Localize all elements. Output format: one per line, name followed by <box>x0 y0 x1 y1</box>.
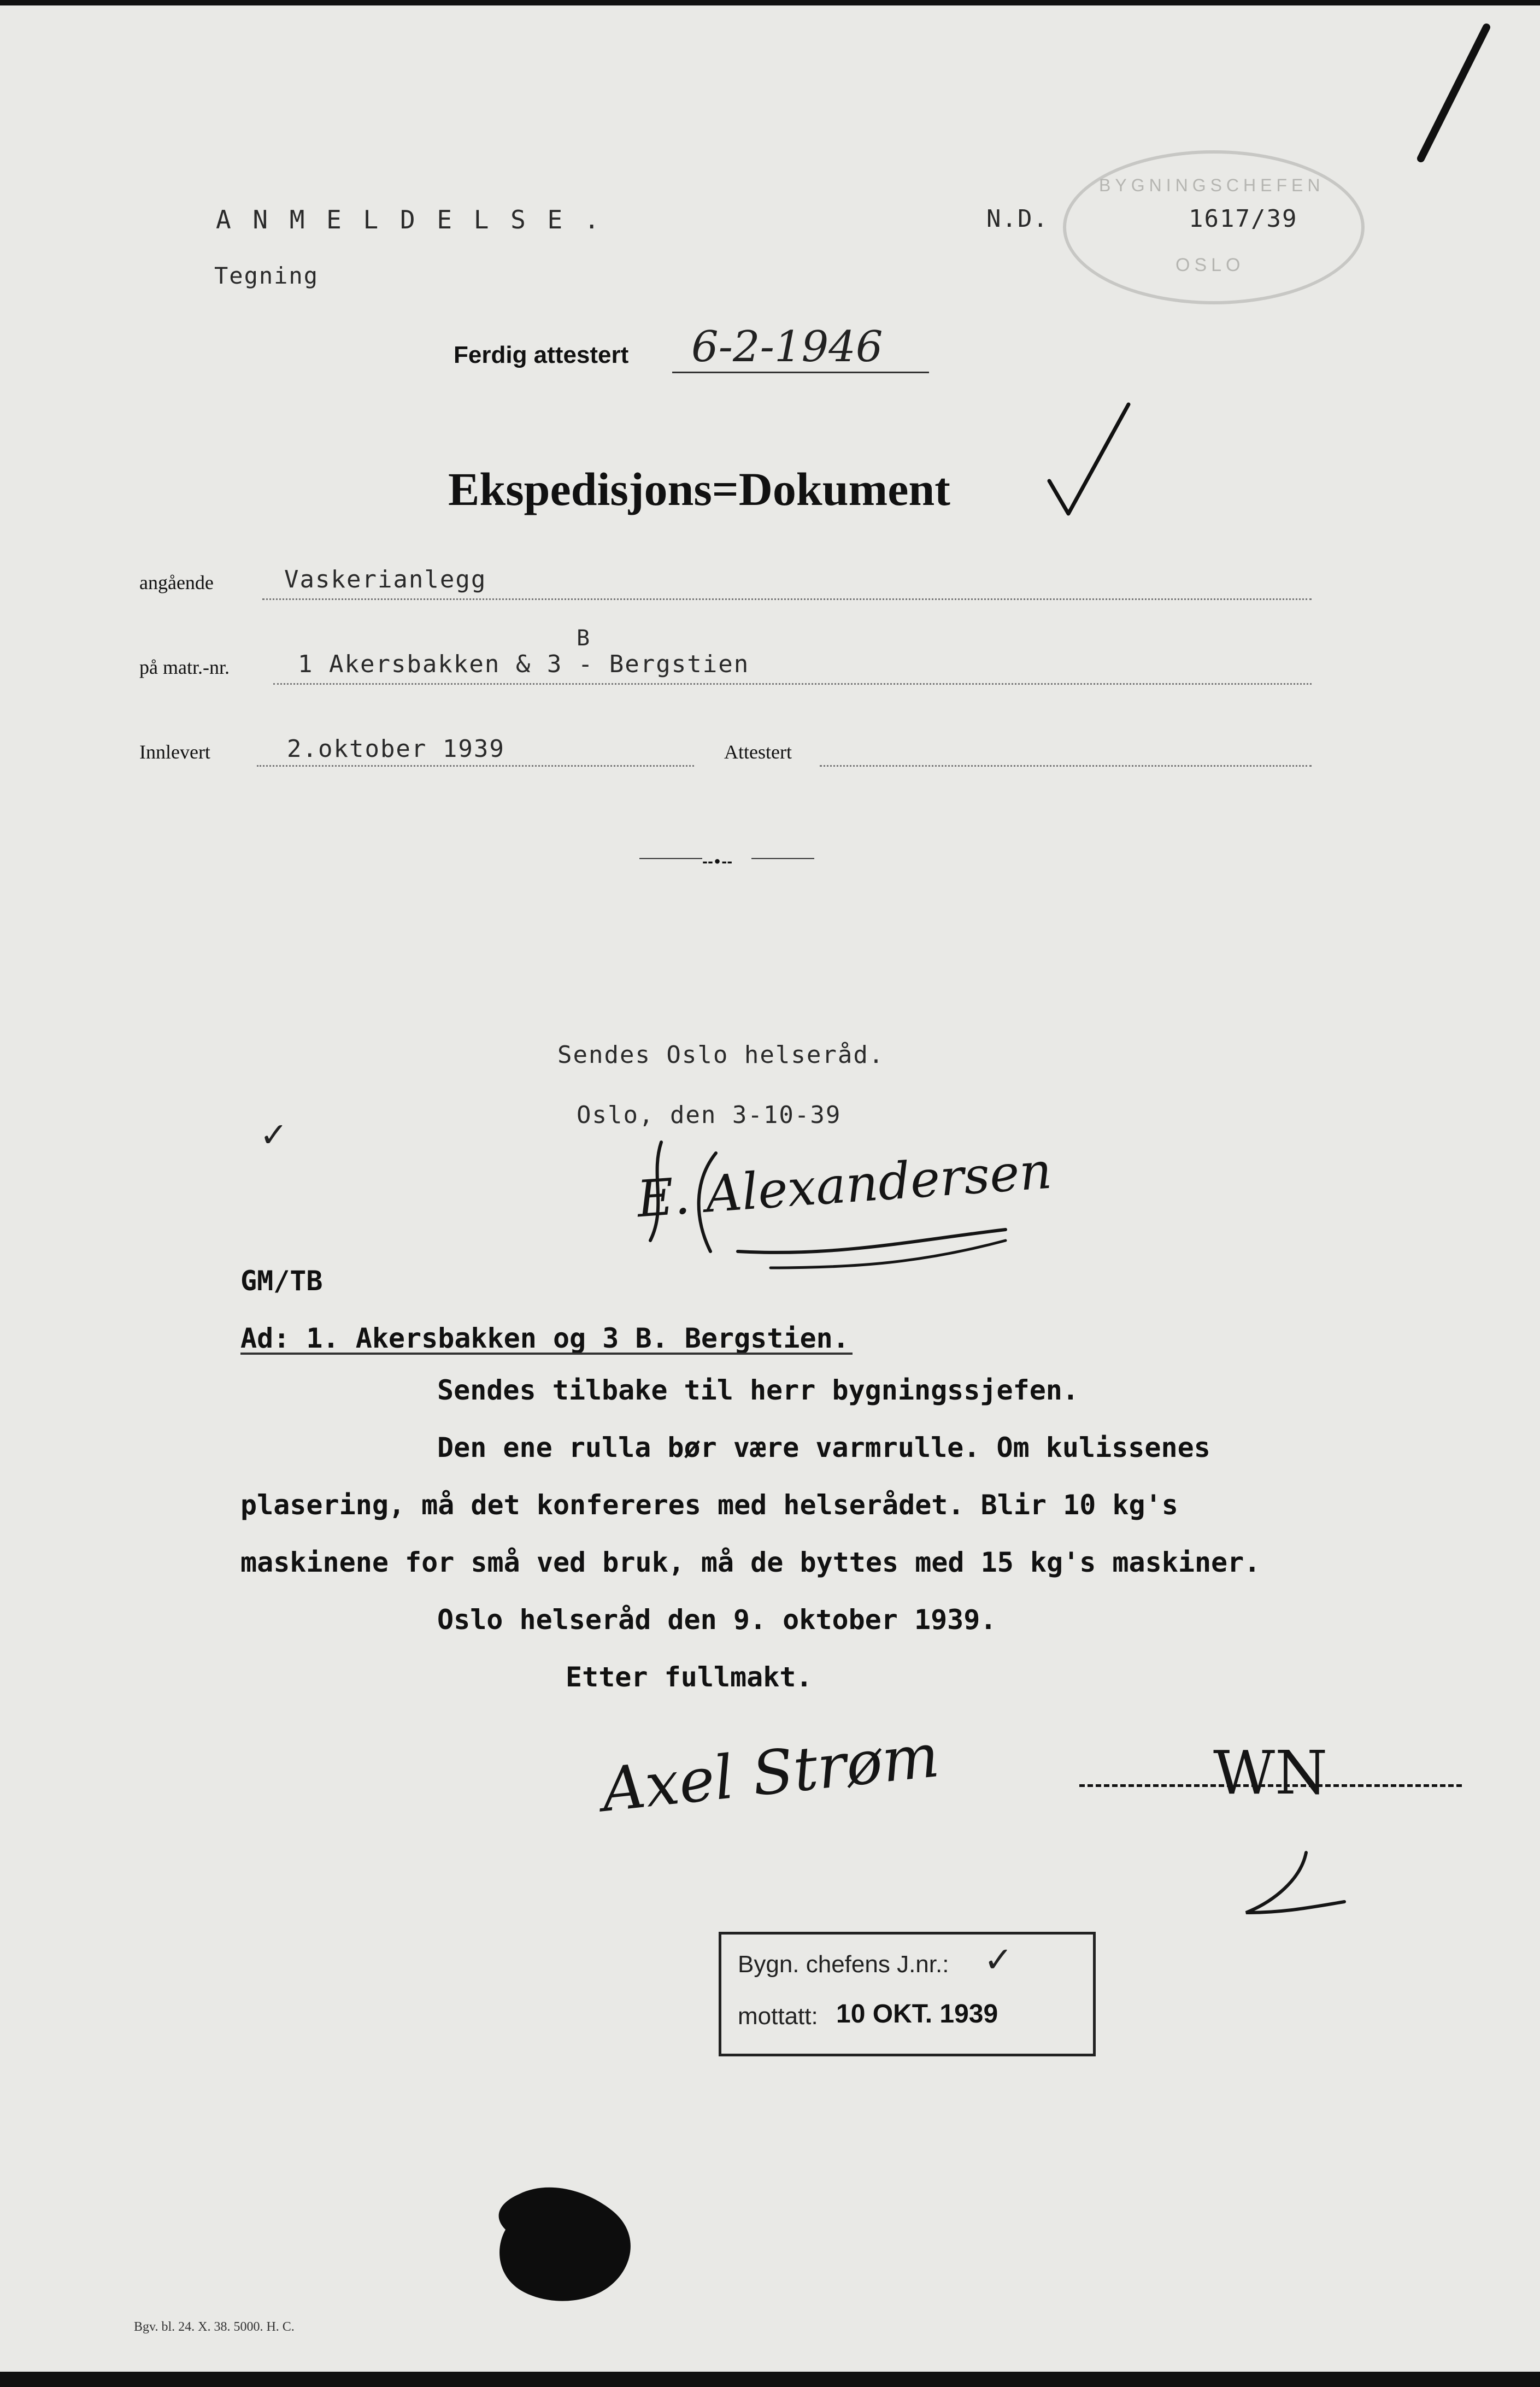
receipt-checkmark: ✓ <box>984 1940 1013 1980</box>
attestert-dotline <box>820 765 1312 767</box>
response-subject-underline <box>240 1353 853 1355</box>
forwarding-line-2: Oslo, den 3-10-39 <box>577 1101 842 1129</box>
innlevert-label: Innlevert <box>139 741 210 763</box>
bygningschefen-stamp <box>1063 150 1365 304</box>
response-paragraph-3: plasering, må det konfereres med helserådet. Blir 10 kg's <box>240 1489 1178 1521</box>
checkmark-large-icon <box>1044 399 1137 519</box>
response-paragraph-6: Etter fullmakt. <box>566 1661 813 1693</box>
receipt-journal-label: Bygn. chefens J.nr.: <box>738 1951 949 1978</box>
matr-value: 1 Akersbakken & 3 - Bergstien <box>298 650 750 678</box>
scan-border-bottom <box>0 2372 1540 2387</box>
response-paragraph-1: Sendes tilbake til herr bygningssjefen. <box>437 1374 1079 1406</box>
scan-border-top <box>0 0 1540 5</box>
angaende-dotline <box>262 598 1312 600</box>
matr-label: på matr.-nr. <box>139 656 230 678</box>
document-title: Ekspedisjons=Dokument <box>448 463 950 515</box>
receipt-box <box>719 1932 1096 2056</box>
innlevert-dotline <box>257 765 694 767</box>
ink-blot-icon <box>486 2178 650 2309</box>
nd-label: N.D. <box>986 205 1049 233</box>
response-initials: GM/TB <box>240 1265 323 1297</box>
angaende-label: angående <box>139 572 214 593</box>
right-signature-flourish <box>1241 1847 1350 1924</box>
response-paragraph-5: Oslo helseråd den 9. oktober 1939. <box>437 1604 997 1636</box>
matr-superscript: B <box>577 626 591 651</box>
page-mark-slash-icon <box>1410 22 1497 164</box>
form-footer: Bgv. bl. 24. X. 38. 5000. H. C. <box>134 2320 295 2334</box>
matr-dotline <box>273 683 1312 685</box>
separator-ornament: --•-- <box>702 850 751 866</box>
forwarding-signature: E. Alexandersen <box>635 1141 1054 1229</box>
forwarding-line-1: Sendes Oslo helseråd. <box>557 1041 885 1069</box>
attestert-label: Attestert <box>724 741 792 763</box>
case-number: 1617/39 <box>1189 205 1298 233</box>
completion-date: 6-2-1946 <box>691 322 883 372</box>
response-signature-right: WN <box>1213 1738 1328 1808</box>
angaende-value: Vaskerianlegg <box>284 566 487 593</box>
completion-underline <box>672 372 929 373</box>
response-signature-left: Axel Strøm <box>598 1720 943 1826</box>
response-paragraph-4: maskinene for små ved bruk, må de byttes med 15 kg's maskiner. <box>240 1547 1261 1578</box>
response-paragraph-2: Den ene rulla bør være varmrulle. Om kulissenes <box>437 1432 1210 1463</box>
receipt-received-date: 10 OKT. 1939 <box>836 2000 998 2029</box>
stamp-city-text: OSLO <box>1175 255 1245 275</box>
doc-type-heading: A N M E L D E L S E . <box>216 205 603 234</box>
forwarding-checkmark: ✓ <box>260 1115 288 1155</box>
innlevert-value: 2.oktober 1939 <box>287 735 505 763</box>
doc-subtype: Tegning <box>214 262 319 289</box>
receipt-received-label: mottatt: <box>738 2003 818 2030</box>
response-subject: Ad: 1. Akersbakken og 3 B. Bergstien. <box>240 1322 849 1354</box>
completion-label: Ferdig attestert <box>454 342 629 368</box>
forwarding-signature-flourish <box>628 1131 1011 1284</box>
stamp-ring-text: BYGNINGSCHEFEN <box>1099 175 1325 195</box>
